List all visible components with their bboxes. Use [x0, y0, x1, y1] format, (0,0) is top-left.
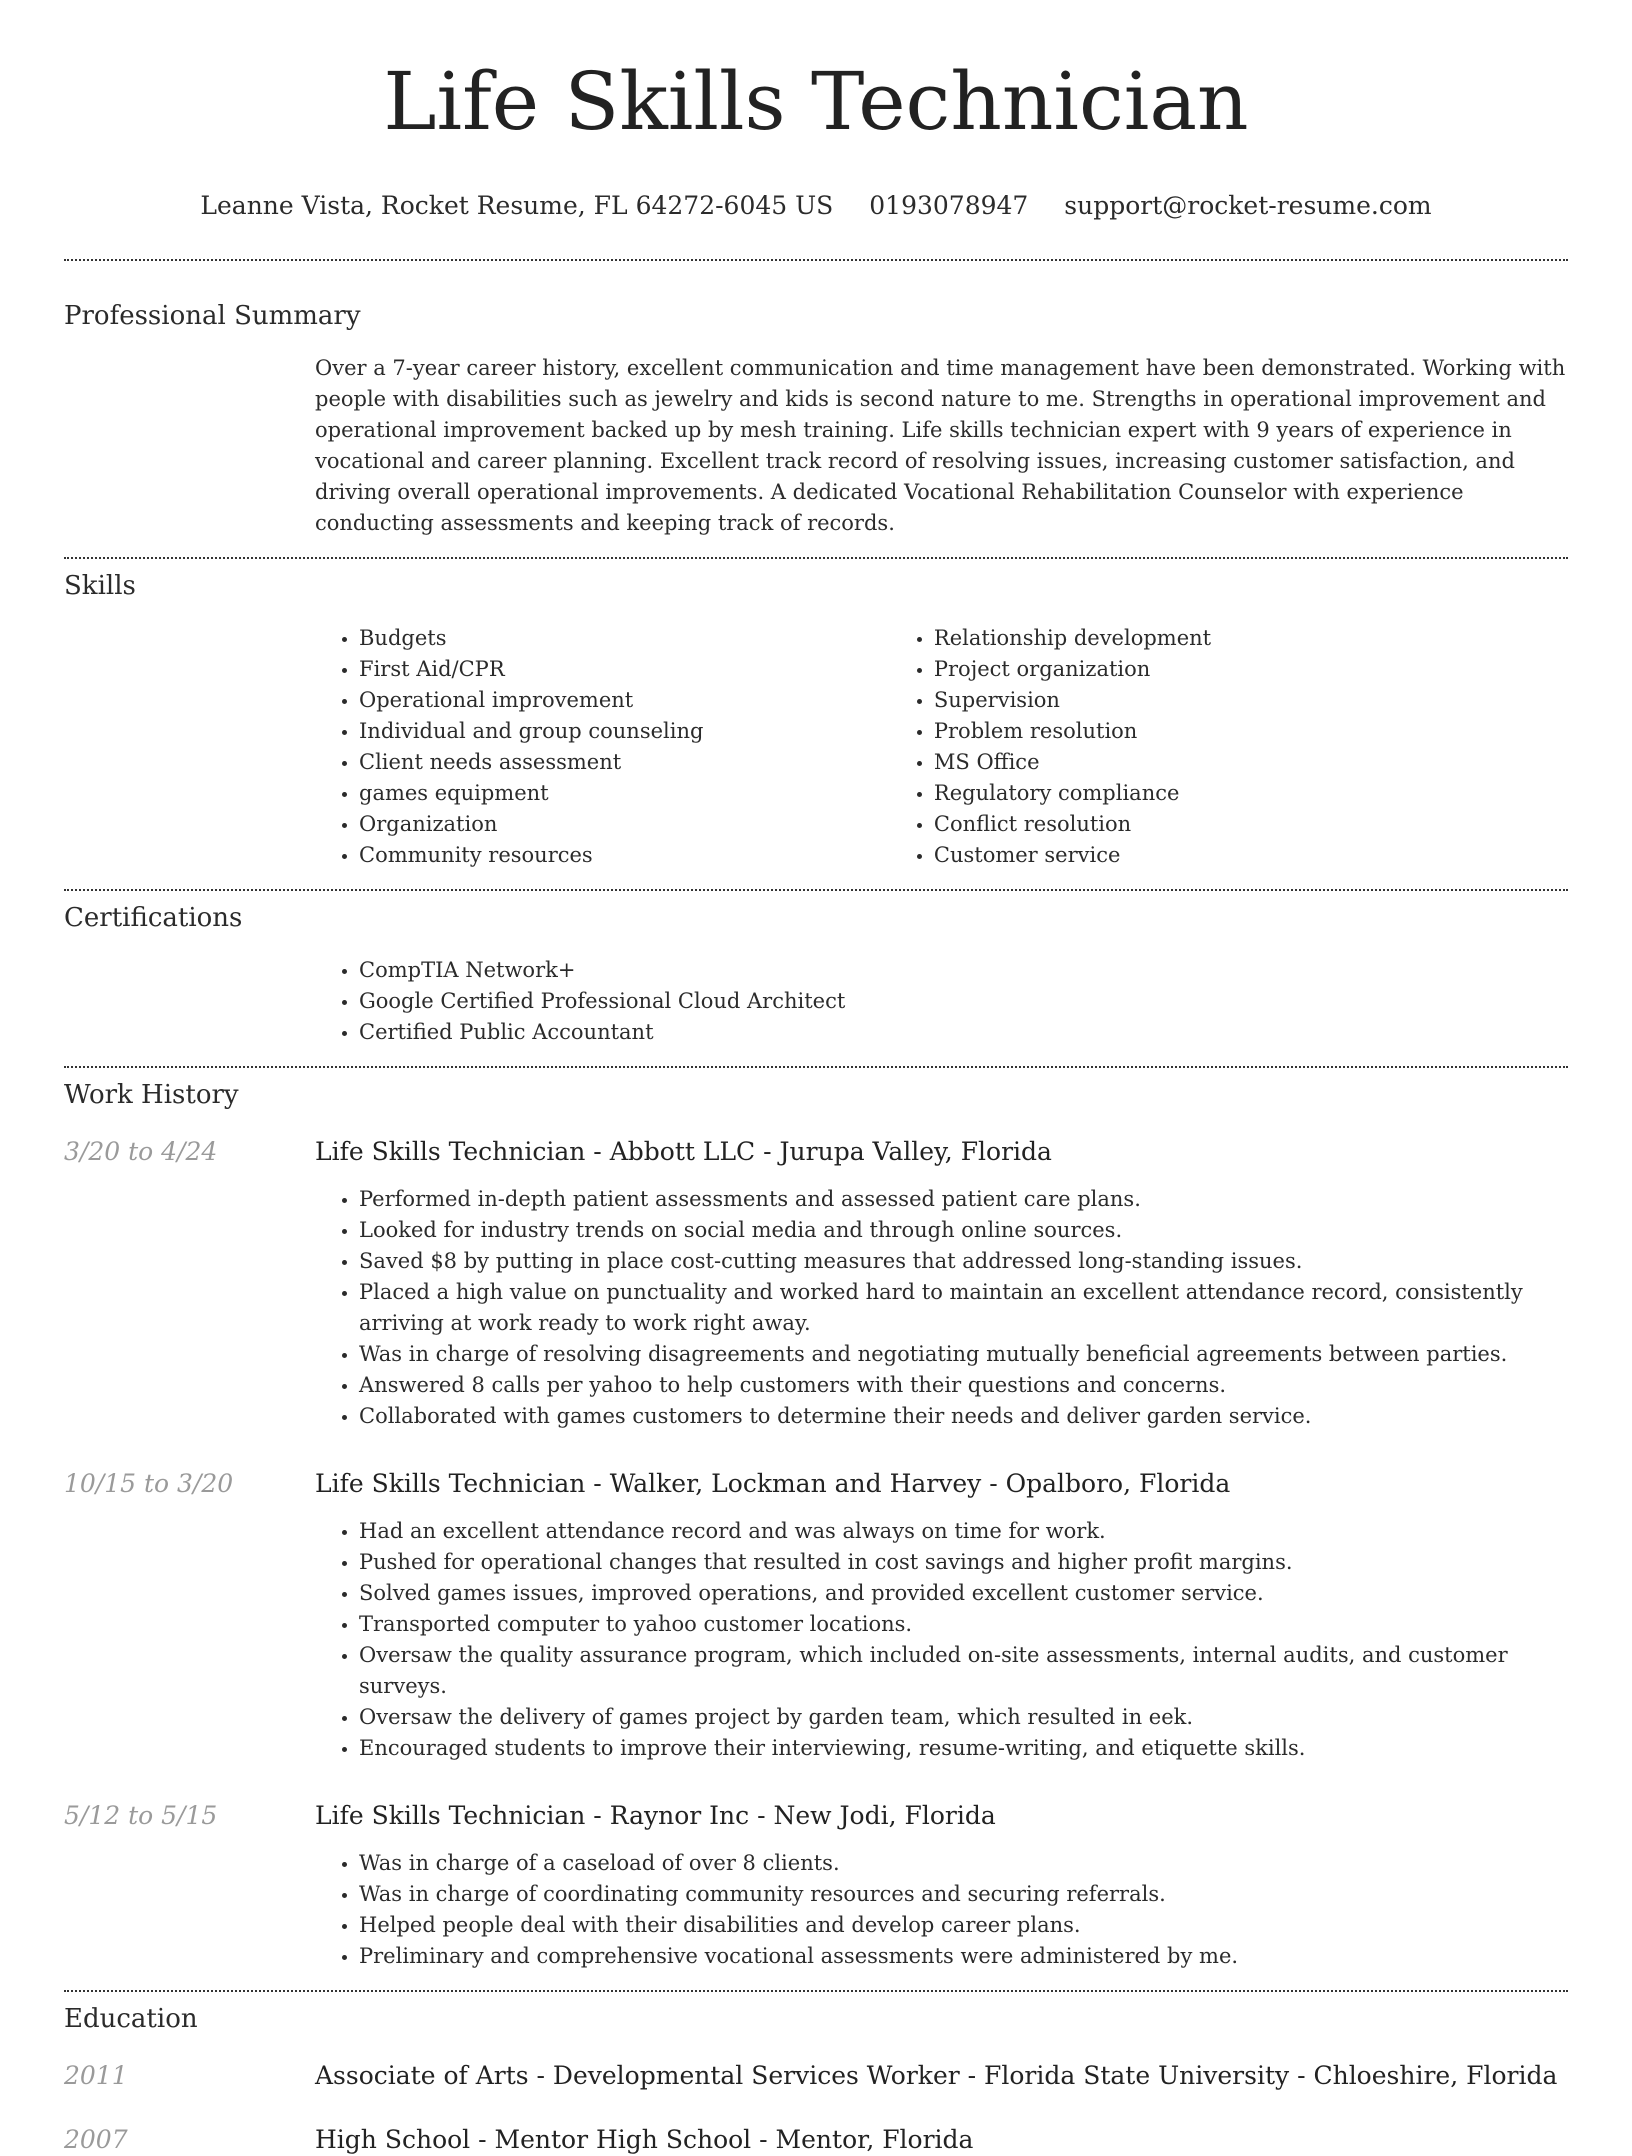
summary-text: Over a 7-year career history, excellent communication and time management have been demonstrated. Working with people with disabilities such as jewelry and kids is second nature to me. Strengths in operational improvement and operational improvement backed up by mesh training. Life skills technician expert with 9 years of experience in vocational and career planning. Excellent track record of resolving issues, increasing customer satisfaction, and driving overall operational improvements. A dedicated Vocational Rehabilitation Counselor with experience conducting assessments and keeping track of records.: [315, 356, 1566, 535]
job-bullet: • Placed a high value on punctuality and worked hard to maintain an excellent attendance record, consistently arriving at work ready to work right away.: [359, 1277, 1568, 1339]
job-bullet: • Was in charge of resolving disagreements and negotiating mutually beneficial agreements between parties.: [359, 1339, 1568, 1370]
section-divider: [64, 557, 1568, 559]
job-bullet: • Answered 8 calls per yahoo to help customers with their questions and concerns.: [359, 1370, 1568, 1401]
skill-item: • Conflict resolution: [934, 809, 1568, 840]
certification-item: • CompTIA Network+: [359, 955, 1568, 986]
skill-item: • Operational improvement: [359, 685, 890, 716]
job-entry: [64, 1800, 1568, 1972]
job-bullet: • Pushed for operational changes that resulted in cost savings and higher profit margins.: [359, 1547, 1568, 1578]
job-bullet: • Performed in-depth patient assessments and assessed patient care plans.: [359, 1184, 1568, 1215]
job-entry: [64, 1136, 1568, 1432]
job-bullet: • Transported computer to yahoo customer locations.: [359, 1609, 1568, 1640]
education-heading: Education: [64, 2004, 198, 2034]
skill-item: • Organization: [359, 809, 890, 840]
skill-item: • Project organization: [934, 654, 1568, 685]
section-divider: [64, 1066, 1568, 1068]
skill-item: • Individual and group counseling: [359, 716, 890, 747]
certification-item: • Google Certified Professional Cloud Architect: [359, 986, 1568, 1017]
work-section: [64, 1078, 1568, 1972]
contact-phone: 0193078947: [869, 191, 1029, 220]
contact-line: [64, 190, 1568, 222]
job-entry: [64, 1468, 1568, 1764]
skills-heading: Skills: [64, 571, 136, 601]
certifications-heading: Certifications: [64, 903, 243, 933]
job-bullet: • Solved games issues, improved operations, and provided excellent customer service.: [359, 1578, 1568, 1609]
job-bullet: • Collaborated with games customers to determine their needs and deliver garden service.: [359, 1401, 1568, 1432]
certifications-list: [315, 955, 1568, 1048]
job-bullet: • Oversaw the quality assurance program, which included on-site assessments, internal audits, and customer surveys.: [359, 1640, 1568, 1702]
education-description: Associate of Arts - Developmental Services Worker - Florida State University - Chloeshire, Florida: [315, 2061, 1558, 2090]
skill-item: • games equipment: [359, 778, 890, 809]
skill-item: • Supervision: [934, 685, 1568, 716]
work-heading: Work History: [64, 1080, 239, 1110]
skill-item: • Regulatory compliance: [934, 778, 1568, 809]
skills-section: [64, 569, 1568, 871]
job-bullet: • Oversaw the delivery of games project by garden team, which resulted in eek.: [359, 1702, 1568, 1733]
job-bullets: [315, 1184, 1568, 1432]
job-bullet: • Preliminary and comprehensive vocational assessments were administered by me.: [359, 1941, 1568, 1972]
job-bullet: • Helped people deal with their disabilities and develop career plans.: [359, 1910, 1568, 1941]
job-bullets: [315, 1516, 1568, 1764]
skill-item: • Budgets: [359, 623, 890, 654]
education-year: 2007: [64, 2125, 128, 2154]
resume-page: [64, 0, 1568, 2156]
education-section: [64, 2002, 1568, 2156]
section-divider: [64, 259, 1568, 261]
job-dates: 3/20 to 4/24: [64, 1137, 218, 1166]
summary-heading: Professional Summary: [64, 301, 361, 331]
education-entry: [64, 2060, 1568, 2092]
summary-section: [64, 299, 1568, 539]
job-bullet: • Encouraged students to improve their interviewing, resume-writing, and etiquette skills.: [359, 1733, 1568, 1764]
section-divider: [64, 1990, 1568, 1992]
job-title: Life Skills Technician - Abbott LLC - Jurupa Valley, Florida: [315, 1137, 1052, 1166]
job-bullet: • Was in charge of a caseload of over 8 clients.: [359, 1848, 1568, 1879]
skills-list-right: [890, 623, 1568, 871]
job-dates: 10/15 to 3/20: [64, 1469, 234, 1498]
skill-item: • Customer service: [934, 840, 1568, 871]
education-entry: [64, 2124, 1568, 2156]
skills-list-left: [315, 623, 890, 871]
skill-item: • First Aid/CPR: [359, 654, 890, 685]
resume-name: Life Skills Technician: [383, 55, 1249, 148]
job-dates: 5/12 to 5/15: [64, 1801, 218, 1830]
skill-item: • Community resources: [359, 840, 890, 871]
section-divider: [64, 889, 1568, 891]
job-title: Life Skills Technician - Raynor Inc - New Jodi, Florida: [315, 1801, 996, 1830]
education-description: High School - Mentor High School - Mentor, Florida: [315, 2125, 974, 2154]
job-bullet: • Looked for industry trends on social media and through online sources.: [359, 1215, 1568, 1246]
skill-item: • Problem resolution: [934, 716, 1568, 747]
contact-email: support@rocket-resume.com: [1064, 191, 1432, 220]
job-bullet: • Saved $8 by putting in place cost-cutting measures that addressed long-standing issues.: [359, 1246, 1568, 1277]
certification-item: • Certified Public Accountant: [359, 1017, 1568, 1048]
skill-item: • Relationship development: [934, 623, 1568, 654]
job-bullets: [315, 1848, 1568, 1972]
skill-item: • Client needs assessment: [359, 747, 890, 778]
contact-address: Leanne Vista, Rocket Resume, FL 64272-6045 US: [200, 191, 834, 220]
job-bullet: • Had an excellent attendance record and was always on time for work.: [359, 1516, 1568, 1547]
job-title: Life Skills Technician - Walker, Lockman and Harvey - Opalboro, Florida: [315, 1469, 1231, 1498]
job-bullet: • Was in charge of coordinating community resources and securing referrals.: [359, 1879, 1568, 1910]
certifications-section: [64, 901, 1568, 1048]
resume-header: [64, 0, 1568, 222]
skill-item: • MS Office: [934, 747, 1568, 778]
education-year: 2011: [64, 2061, 128, 2090]
